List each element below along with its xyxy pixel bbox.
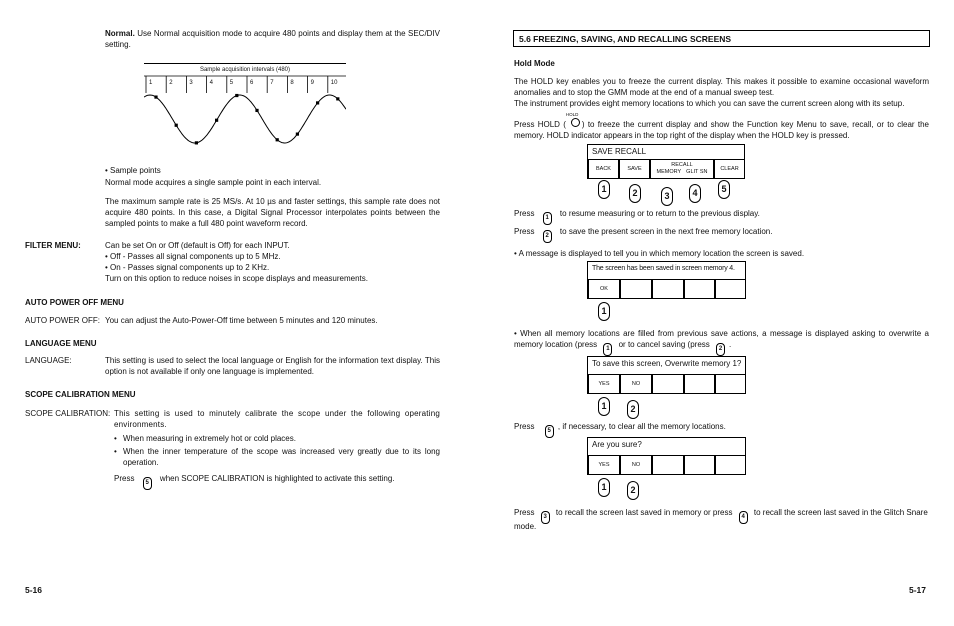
overwrite-prompt-title: To save this screen, Overwrite memory 1? [592, 359, 742, 368]
auto-power-label: AUTO POWER OFF: [25, 316, 100, 325]
empty-softkey[interactable] [684, 279, 715, 299]
diagram-title: Sample acquisition intervals (480) [199, 67, 291, 73]
interval-tick-label: 4 [209, 80, 213, 86]
sample-points [154, 94, 339, 145]
sample-point [215, 119, 218, 122]
section-title: 5.6 FREEZING, SAVING, AND RECALLING SCREENS [513, 30, 930, 47]
key-5-icon: 5 [143, 477, 152, 490]
interval-tick-label: 9 [310, 80, 314, 86]
scope-calibration-label: SCOPE CALIBRATION: [25, 409, 111, 418]
interval-tick-label: 5 [229, 80, 234, 86]
press-5-line: Press 5 , if necessary, to clear all the memory locations. [514, 421, 929, 435]
language-label: LANGUAGE: [25, 356, 72, 365]
back-softkey[interactable]: BACK [588, 159, 619, 179]
filter-line-3: • On - Passes signal components up to 2 KHz. [105, 263, 270, 272]
scope-calibration-text: This setting is used to minutely calibrate the scope under the following operating environments. [114, 409, 440, 429]
key-2-icon: 2 [543, 230, 552, 243]
sample-points-bullet: • Sample points [105, 166, 161, 175]
ok-softkey[interactable]: OK [588, 279, 620, 299]
hold-paragraph-1: The HOLD key enables you to freeze the current display. This makes it possible to examine occasional waveform anomalies and to stop the GMM mode at the end of a manual sweep test. [514, 77, 929, 97]
scope-calibration-heading: SCOPE CALIBRATION MENU [25, 390, 136, 399]
press-2-line: Press 2 to save the present screen in the next free memory location. [514, 226, 929, 240]
sample-point [154, 95, 157, 98]
filter-line-2: • Off - Passes all signal components up to 5 MHz. [105, 252, 281, 261]
filter-line-1: Can be set On or Off (default is Off) for each INPUT. [105, 241, 290, 250]
hold-key-icon: HOLD [566, 117, 582, 127]
interval-tick-label: 10 [330, 80, 338, 86]
saved-message-title: The screen has been saved in screen memory 4. [592, 265, 735, 272]
yes-softkey[interactable]: YES [588, 374, 620, 394]
recall-paragraph: Press 3 to recall the screen last saved in memory or press 4 to recall the screen last saved in the Glitch Snare mode. [514, 508, 928, 531]
interval-tick-label: 3 [189, 80, 193, 86]
language-text: This setting is used to select the local language or English for the information text display. This option is not available if only one language is implemented. [105, 356, 440, 376]
hold-paragraph-2: The instrument provides eight memory locations to which you can save the current screen along with its setup. [514, 99, 905, 108]
filter-line-4: Turn on this option to reduce noises in scope displays and measurements. [105, 274, 368, 283]
scope-press-line: Press 5 when SCOPE CALIBRATION is highlighted to activate this setting. [114, 473, 440, 487]
overwrite-prompt-screen [587, 356, 746, 394]
sample-point [316, 101, 319, 104]
sample-point [296, 132, 299, 135]
key-1-icon: 1 [603, 343, 612, 356]
bullet-memory-full: • When all memory locations are filled from previous save actions, a message is displayed asking to overwrite a memory location (press 1 or to cancel saving (press 2 . [514, 328, 929, 353]
save-recall-menu-screen [587, 144, 745, 179]
save-softkey[interactable]: SAVE [619, 159, 650, 179]
function-key-5[interactable]: 5 [718, 180, 730, 199]
sample-point [235, 94, 238, 97]
key-1-icon: 1 [543, 212, 552, 225]
function-key-1[interactable]: 1 [598, 180, 610, 199]
save-recall-title: SAVE RECALL [592, 147, 647, 156]
empty-softkey[interactable] [715, 374, 746, 394]
key-2-icon: 2 [716, 343, 725, 356]
interval-tick-label: 8 [290, 80, 294, 86]
sample-point [336, 97, 339, 100]
key-4-icon: 4 [739, 511, 748, 524]
diagram-grid [146, 76, 328, 93]
recall-softkey[interactable]: RECALL MEMORY GLIT SN [650, 159, 714, 179]
function-key-2[interactable]: 2 [629, 184, 641, 203]
auto-power-text: You can adjust the Auto-Power-Off time between 5 minutes and 120 minutes. [105, 316, 378, 325]
no-softkey[interactable]: NO [620, 455, 652, 475]
function-key-1[interactable]: 1 [598, 302, 610, 321]
sample-point [255, 109, 258, 112]
sample-point [276, 138, 279, 141]
language-heading: LANGUAGE MENU [25, 339, 97, 348]
empty-softkey[interactable] [620, 279, 652, 299]
sine-wave [144, 95, 346, 143]
key-5-icon: 5 [545, 425, 554, 438]
empty-softkey[interactable] [652, 279, 684, 299]
normal-text: Use Normal acquisition mode to acquire 480 points and display them at the SEC/DIV setting. [105, 29, 441, 49]
function-key-3[interactable]: 3 [661, 187, 673, 206]
function-key-2[interactable]: 2 [627, 481, 639, 500]
no-softkey[interactable]: NO [620, 374, 652, 394]
sample-acquisition-diagram [144, 63, 346, 148]
empty-softkey[interactable] [652, 374, 684, 394]
empty-softkey[interactable] [715, 279, 746, 299]
key-3-icon: 3 [541, 511, 550, 524]
function-key-1[interactable]: 1 [598, 397, 610, 416]
interval-tick-label: 7 [270, 80, 274, 86]
empty-softkey[interactable] [684, 374, 715, 394]
page-number-left: 5-16 [25, 585, 43, 595]
empty-softkey[interactable] [684, 455, 715, 475]
bullet-saved: • A message is displayed to tell you in which memory location the screen is saved. [514, 249, 805, 258]
interval-tick-label: 6 [250, 80, 254, 86]
diagram-svg [144, 63, 346, 148]
function-key-1[interactable]: 1 [598, 478, 610, 497]
interval-tick-label: 2 [169, 80, 173, 86]
yes-softkey[interactable]: YES [588, 455, 620, 475]
function-key-2[interactable]: 2 [627, 400, 639, 419]
interval-tick-label: 1 [149, 80, 153, 86]
saved-message-screen [587, 261, 746, 299]
auto-power-heading: AUTO POWER OFF MENU [25, 298, 124, 307]
hold-paragraph-3: Press HOLD ( HOLD ) to freeze the current display and show the Function key Menu to save, recall, or to clear the memory. HOLD indicator appears in the top right of the display when the HOLD key is pressed. [514, 112, 929, 140]
sample-point [195, 141, 198, 144]
normal-mode-paragraph [105, 28, 440, 50]
sample-rate-paragraph: The maximum sample rate is 25 MS/s. At 10 µs and faster settings, this sample rate does not acquire 480 points. In this case, a Digital Signal Processor interpolates points between the sampled points to make a full 480 point waveform record. [105, 197, 440, 228]
sample-points-text: Normal mode acquires a single sample point in each interval. [105, 178, 322, 187]
press-1-line: Press 1 to resume measuring or to return to the previous display. [514, 208, 929, 222]
empty-softkey[interactable] [715, 455, 746, 475]
sample-point [175, 124, 178, 127]
filter-label: FILTER MENU: [25, 241, 81, 250]
page-number-right: 5-17 [909, 585, 927, 595]
function-key-4[interactable]: 4 [689, 184, 701, 203]
hold-mode-heading: Hold Mode [514, 59, 555, 68]
confirm-clear-title: Are you sure? [592, 440, 642, 449]
normal-lead: Normal. [105, 29, 135, 38]
confirm-clear-screen [587, 437, 746, 475]
empty-softkey[interactable] [652, 455, 684, 475]
clear-softkey[interactable]: CLEAR [714, 159, 745, 179]
